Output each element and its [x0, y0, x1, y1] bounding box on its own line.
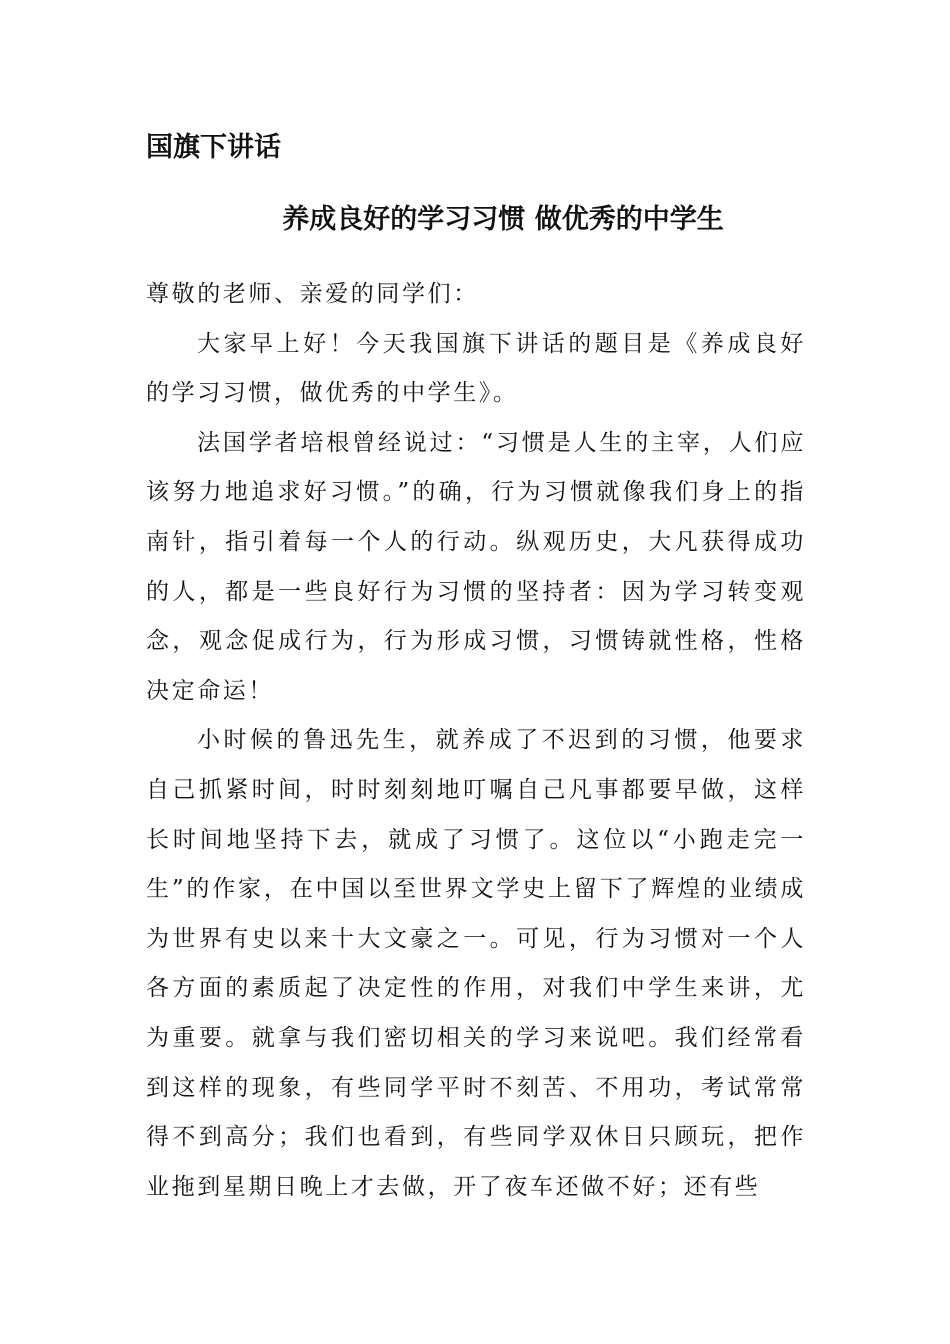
- document-heading: 国旗下讲话: [146, 132, 281, 163]
- paragraph-1: 大家早上好！今天我国旗下讲话的题目是《养成良好的学习习惯，做优秀的中学生》。: [146, 330, 806, 407]
- paragraph-2: 法国学者培根曾经说过：“习惯是人生的主宰，人们应该努力地追求好习惯。”的确，行为习惯就像我们身上的指南针，指引着每一个人的行动。纵观历史，大凡获得成功的人，都是一些良好行为习惯的坚持者：因为学习转变观念，观念促成行为，行为形成习惯，习惯铸就性格，性格决定命运！: [146, 429, 806, 704]
- speech-title: 养成良好的学习习惯 做优秀的中学生: [282, 204, 724, 235]
- paragraph-3: 小时候的鲁迅先生，就养成了不迟到的习惯，他要求自己抓紧时间，时时刻刻地叮嘱自己凡事都要早做，这样长时间地坚持下去，就成了习惯了。这位以“小跑走完一生”的作家，在中国以至世界文学史上留下了辉煌的业绩成为世界有史以来十大文豪之一。可见，行为习惯对一个人各方面的素质起了决定性的作用，对我们中学生来讲，尤为重要。就拿与我们密切相关的学习来说吧。我们经常看到这样的现象，有些同学平时不刻苦、不用功，考试常常得不到高分；我们也看到，有些同学双休日只顾玩，把作业拖到星期日晚上才去做，开了夜车还做不好；还有些: [146, 727, 806, 1200]
- speech-body: [146, 270, 806, 1212]
- salutation: 尊敬的老师、亲爱的同学们：: [146, 281, 479, 307]
